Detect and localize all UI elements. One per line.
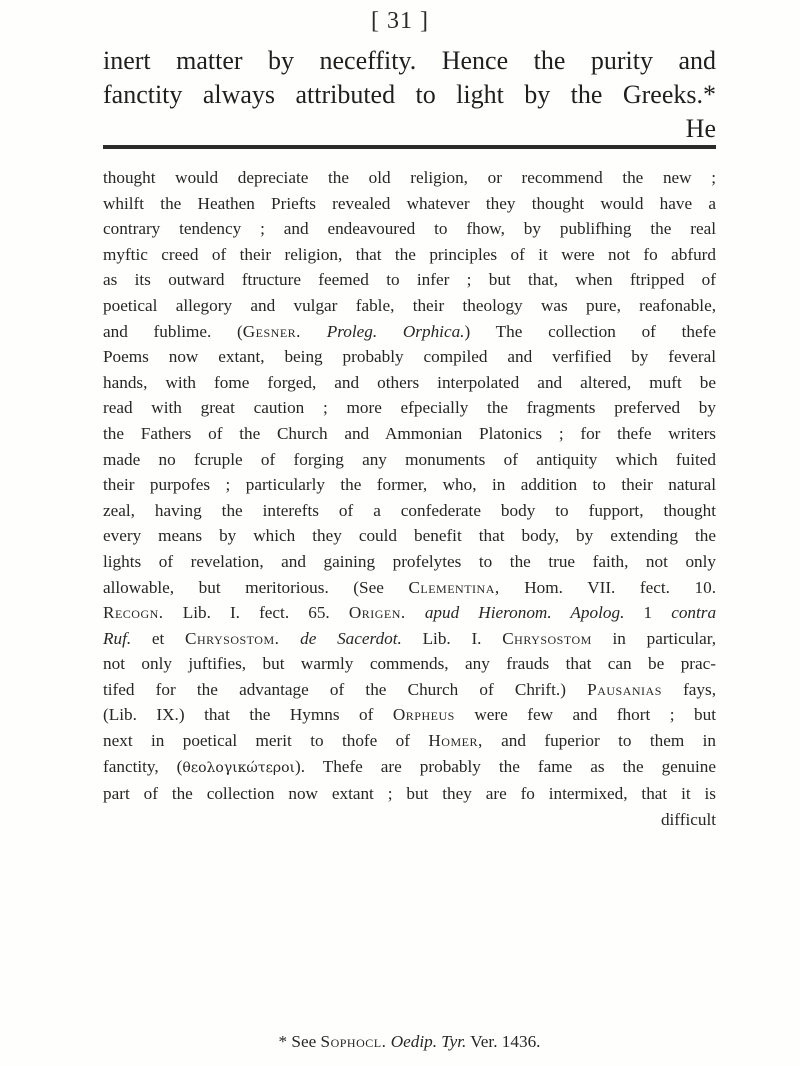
author-reference: Orpheus [392,705,455,725]
author-reference: Homer, [428,731,483,751]
main-text [103,44,716,146]
author-reference: Chrysostom. [185,628,280,648]
work-title: contra [671,603,717,623]
note-text: in particular, [612,628,717,648]
work-title: apud Hieronom. Apolog. [424,603,625,623]
author-reference: Clementina, [408,577,500,597]
note-line: hands, with fome forged, and others interpolated and altered, muft be [103,372,716,392]
note-line [103,575,716,601]
author-reference: Gesner. [242,321,301,341]
note-line [103,677,716,703]
note-line: whilft the Heathen Priefts revealed whatever they thought would have a [103,193,716,213]
note-text: 1 [643,603,653,623]
note-text: and fuperior to them in [501,731,716,751]
work-title: Oedip. Tyr. [390,1032,467,1051]
note-text: were few and fhort ; but [474,705,717,725]
note-text: next in poetical merit to thofe of [103,731,410,751]
note-line [103,728,716,754]
author-reference: Chrysostom [502,628,592,648]
footnote-text: See [291,1032,317,1051]
note-text: ) The collection of thefe [464,321,716,341]
note-line: part of the collection now extant ; but they are fo intermixed, that it is [103,784,716,804]
note-text: fanctity, ( [103,756,183,776]
work-title: Proleg. [326,321,378,341]
greek-word: θεολογικώτεροι [182,759,295,776]
note-line: the Fathers of the Church and Ammonian Platonics ; for thefe writers [103,423,716,443]
work-title: Orphica. [402,321,465,341]
note-line [103,319,716,345]
work-title: de Sacerdot. [300,628,402,648]
note-line: lights of revelation, and gaining profelytes to the true faith, not only [103,551,716,571]
note-line: not only juftifies, but warmly commends, any frauds that can be prac- [103,654,716,674]
page-number: [ 31 ] [371,8,429,34]
footnote-marker: * [278,1032,288,1051]
author-reference: Recogn. [103,603,164,623]
note-text: fays, [683,679,717,699]
note-line: poetical allegory and vulgar fable, their theology was pure, reafonable, [103,295,716,315]
note-text: tifed for the advantage of the Church of Chrift.) [103,679,566,699]
work-title: Ruf. [103,628,132,648]
note-line: made no fcruple of forging any monuments of antiquity which fuited [103,449,716,469]
note-line: myftic creed of their religion, that the principles of it were not fo abfurd [103,244,716,264]
note-text: Lib. I. [422,628,482,648]
note-line: thought would depreciate the old religion, or recommend the new ; [103,168,716,187]
note-line [103,754,716,782]
note-text: Lib. I. fect. 65. [182,603,330,623]
footnote-text: Ver. 1436. [470,1032,541,1051]
footnote [103,1030,716,1054]
note-text: et [151,628,165,648]
main-text-line: inert matter by neceffity. Hence the purity and [103,46,716,75]
catchword: He [685,114,716,143]
note-text: ). Thefe are probably the fame as the genuine [295,756,716,776]
note-line [103,702,716,728]
note-line [103,626,716,652]
note-text: and fublime. ( [103,321,243,341]
note-block [103,165,716,832]
note-line: contrary tendency ; and endeavoured to fhow, by publifhing the real [103,219,716,239]
main-text-line: fanctity always attributed to light by the Greeks.* [103,80,716,109]
note-line: Poems now extant, being probably compiled and verfified by feveral [103,347,716,367]
note-line: every means by which they could benefit that body, by extending the [103,526,716,546]
note-text: Hom. VII. fect. 10. [524,577,717,597]
note-line: their purpofes ; particularly the former, who, in addition to their natural [103,475,716,495]
note-text: allowable, but meritorious. (See [103,577,384,597]
note-line: read with great caution ; more efpecially the fragments preferved by [103,398,716,418]
note-line [103,600,716,626]
author-reference: Pausanias [587,679,662,699]
author-reference: Origen. [348,603,406,623]
note-line: as its outward ftructure feemed to infer ; but that, when ftripped of [103,270,716,290]
note-text: (Lib. IX.) that the Hymns of [103,705,374,725]
note-line: zeal, having the interefts of a confederate body to fupport, thought [103,500,716,520]
author-reference: Sophocl. [320,1032,387,1051]
catchword: difficult [660,809,716,829]
separator-rule [103,145,716,149]
